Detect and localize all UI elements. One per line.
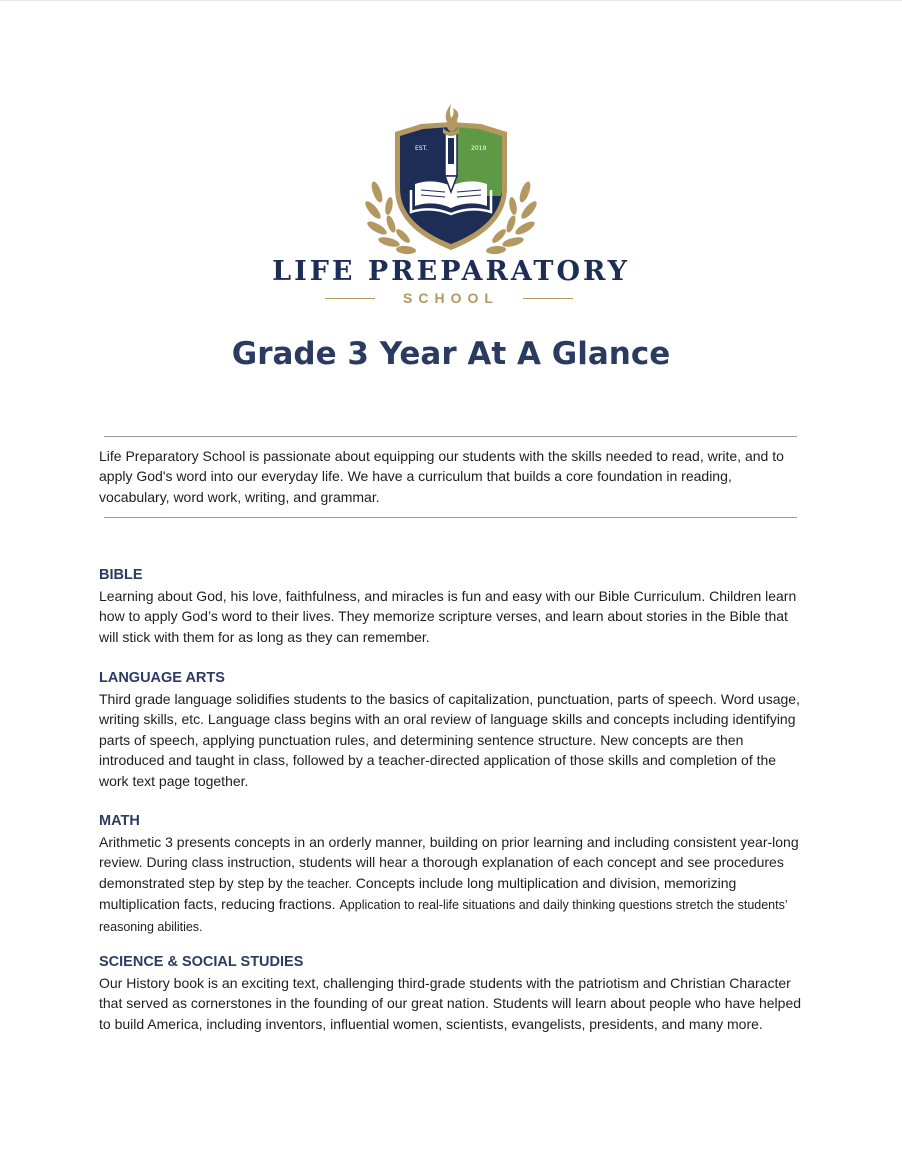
math-body-part3: Concepts include long multiplication and division, memorizing multiplication facts, reducing fractions. [99,874,737,913]
section-body: Learning about God, his love, faithfulness, and miracles is fun and easy with our Bible Curriculum. Children learn how to apply God’s word to their lives. They memorize scripture verses, and learn about stories in the Bible that will stick with them for as long as they can remember. [99,588,797,645]
section-body: Third grade language solidifies students to the basics of capitalization, punctuation, parts of speech. Word usage, writing skills, etc. Language class begins with an oral review of language skills and concepts including identifying parts of speech, applying punctuation rules, and determining sentence structure. New concepts are then introduced and taught in class, followed by a teacher-directed application of those skills and completion of the work text page together. [99,691,800,789]
math-body-part1: Arithmetic 3 presents concepts in an orderly manner, building on prior learning and including consistent year-long review. During class instruction, students will hear a thorough explanation of each concept and see procedures demonstrated step by step by [99,834,799,891]
school-crest-icon [359,100,543,258]
section-body [99,832,804,937]
section-heading: LANGUAGE ARTS [99,670,225,686]
subtitle-rule-right [523,298,573,299]
page-title: Grade 3 Year At A Glance [231,336,671,372]
school-subtitle: SCHOOL [403,290,499,306]
math-body-part4: Application to real-life situations and daily thinking questions stretch the students’ reasoning abilities. [99,898,788,934]
crest-est-label: EST. [415,145,428,152]
school-name: LIFE PREPARATORY [272,256,630,287]
intro-paragraph: Life Preparatory School is passionate about equipping our students with the skills needed to read, write, and to apply God's word into our everyday life. We have a curriculum that builds a core foundation in reading, vocabulary, word work, writing, and grammar. [99,448,784,505]
section-math [99,811,804,937]
page-top-border [0,0,902,1]
section-language-arts [99,668,804,791]
crest-year-label: 2019 [471,145,487,152]
intro-divider-bottom [104,517,797,518]
math-body-part2: the teacher. [286,876,352,891]
section-heading: MATH [99,813,140,829]
school-logo [0,100,902,310]
section-bible [99,565,804,647]
section-heading: BIBLE [99,567,143,583]
intro-divider-top [104,436,797,437]
section-science-social-studies [99,952,804,1034]
section-body: Our History book is an exciting text, challenging third-grade students with the patriotism and Christian Character that served as cornerstones in the founding of our great nation. Students will learn about people who have helped to build America, including inventors, influential women, scientists, evangelists, presidents, and many more. [99,975,802,1032]
section-heading: SCIENCE & SOCIAL STUDIES [99,954,304,970]
